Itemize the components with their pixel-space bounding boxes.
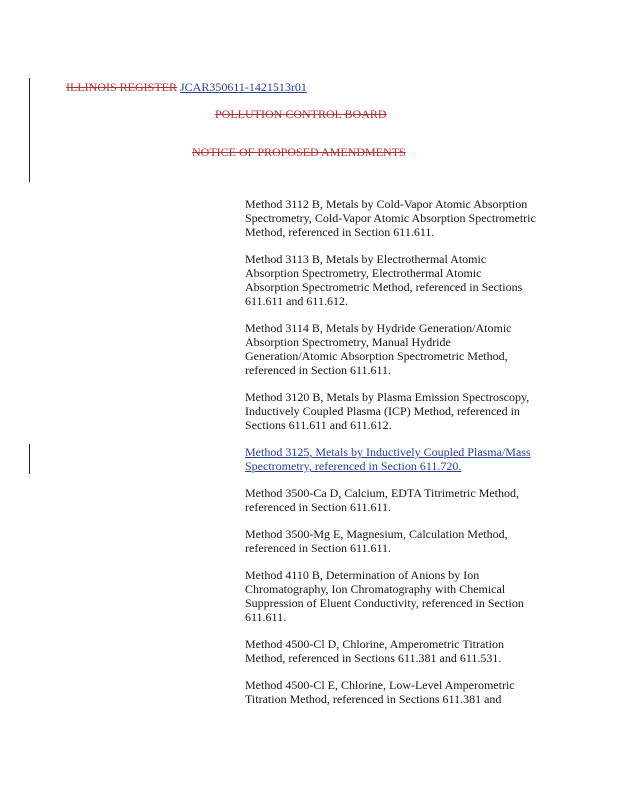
method-entry: Method 3120 B, Metals by Plasma Emission Spectroscopy, Inductively Coupled Plasma (ICP) Method, referenced in Sections 611.611 and 611.612. (245, 390, 530, 432)
method-entry: Method 3113 B, Metals by Electrothermal Atomic Absorption Spectrometry, Electrothermal Atomic Absorption Spectrometric Method, referenced in Sections 611.611 and 611.612. (245, 252, 523, 308)
method-entry: Method 4110 B, Determination of Anions by Ion Chromatography, Ion Chromatography with Chemical Suppression of Eluent Conductivity, referenced in Section 611.611. (245, 568, 524, 624)
method-entry: Method 4500-Cl D, Chlorine, Amperometric Titration Method, referenced in Sections 611.381 and 611.531. (245, 637, 504, 665)
register-title-struck: ILLINOIS REGISTER (66, 80, 177, 94)
method-entry-inserted: Method 3125, Metals by Inductively Coupled Plasma/Mass Spectrometry, referenced in Section 611.720. (245, 445, 531, 473)
method-entry: Method 3114 B, Metals by Hydride Generation/Atomic Absorption Spectrometry, Manual Hydride Generation/Atomic Absorption Spectrometric Method, referenced in Section 611.611. (245, 321, 512, 377)
change-bar-middle (29, 444, 30, 474)
method-entry: Method 4500-Cl E, Chlorine, Low-Level Amperometric Titration Method, referenced in Sections 611.381 and (245, 678, 515, 706)
method-entry: Method 3500-Mg E, Magnesium, Calculation Method, referenced in Section 611.611. (245, 527, 508, 555)
method-entry: Method 3112 B, Metals by Cold-Vapor Atomic Absorption Spectrometry, Cold-Vapor Atomic Absorption Spectrometric Method, referenced in Section 611.611. (245, 197, 536, 239)
register-code-inserted: JCAR350611-1421513r01 (180, 80, 307, 94)
method-entry: Method 3500-Ca D, Calcium, EDTA Titrimetric Method, referenced in Section 611.611. (245, 486, 520, 514)
register-header (66, 80, 307, 94)
change-bar-top (29, 78, 30, 182)
method-reference-list (245, 197, 537, 719)
notice-header: NOTICE OF PROPOSED AMENDMENTS (192, 145, 406, 159)
agency-header: POLLUTION CONTROL BOARD (215, 107, 387, 121)
